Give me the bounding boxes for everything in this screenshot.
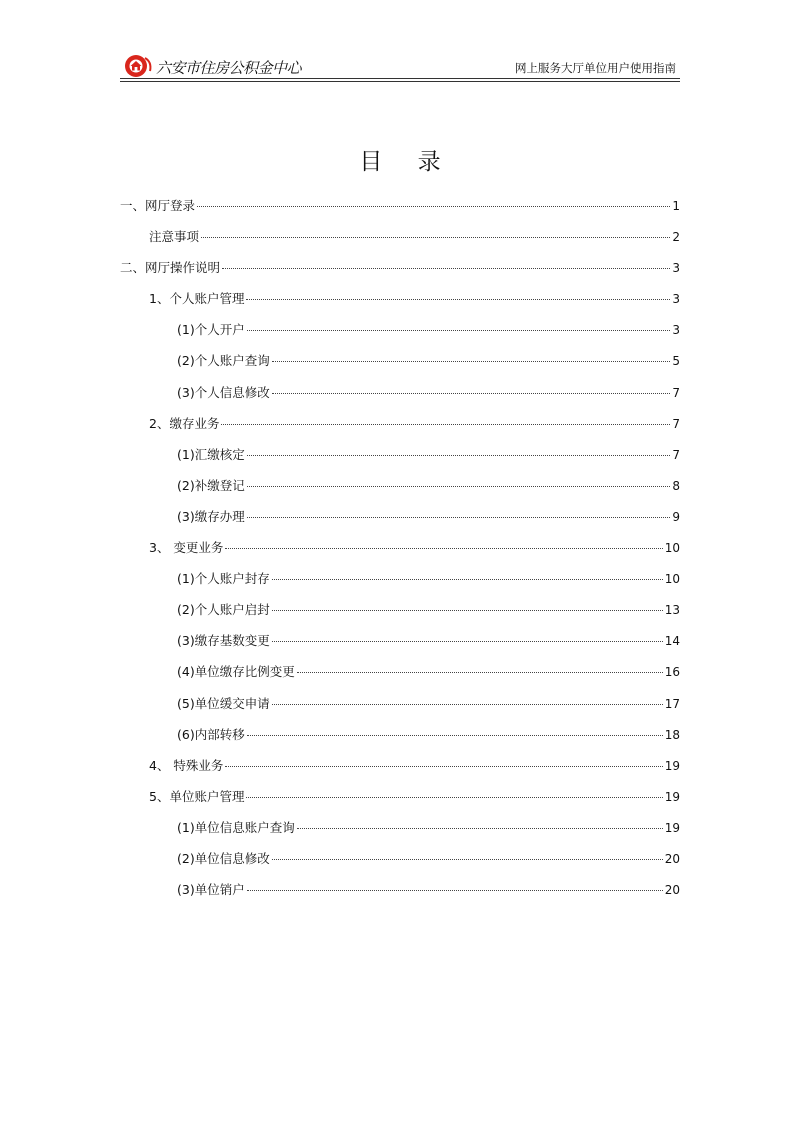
dot-leader [272, 610, 663, 611]
table-of-contents [120, 196, 680, 911]
toc-entry-page: 10 [664, 541, 680, 556]
toc-entry-page: 13 [664, 603, 680, 618]
dot-leader [272, 704, 663, 705]
header-rule-top [120, 78, 680, 79]
toc-entry-page: 3 [672, 292, 680, 307]
toc-entry[interactable] [120, 725, 680, 756]
dot-leader [272, 579, 663, 580]
toc-entry-page: 9 [672, 509, 680, 524]
dot-leader [272, 393, 671, 394]
toc-entry[interactable] [120, 569, 680, 600]
toc-entry[interactable] [120, 787, 680, 818]
toc-entry-label: (3)缴存办理 [177, 508, 245, 524]
toc-entry[interactable] [120, 662, 680, 693]
toc-entry-label: 2、缴存业务 [149, 415, 220, 431]
dot-leader [201, 237, 670, 238]
dot-leader [246, 797, 662, 798]
toc-entry-page: 3 [672, 261, 680, 276]
dot-leader [247, 455, 671, 456]
dot-leader [221, 424, 670, 425]
dot-leader [247, 517, 671, 518]
dot-leader [197, 206, 670, 207]
organization-name: 六安市住房公积金中心 [156, 59, 302, 77]
toc-entry-page: 10 [664, 572, 680, 587]
toc-title: 目 录 [359, 149, 455, 175]
dot-leader [297, 828, 663, 829]
toc-entry-label: 4、 特殊业务 [149, 757, 224, 773]
document-title: 网上服务大厅单位用户使用指南 [515, 61, 676, 75]
dot-leader [247, 890, 663, 891]
toc-entry-page: 7 [672, 385, 680, 400]
toc-entry[interactable] [120, 631, 680, 662]
toc-entry-page: 1 [672, 199, 680, 213]
toc-entry-page: 19 [664, 758, 680, 773]
toc-entry-page: 8 [672, 478, 680, 493]
toc-entry[interactable] [120, 476, 680, 507]
toc-entry-label: 1、个人账户管理 [149, 291, 245, 307]
dot-leader [225, 548, 662, 549]
toc-entry[interactable] [120, 600, 680, 631]
toc-entry[interactable] [120, 849, 680, 880]
toc-entry[interactable] [120, 351, 680, 382]
toc-entry-label: (1)个人账户封存 [177, 571, 270, 587]
toc-entry-page: 5 [672, 354, 680, 369]
toc-entry-page: 18 [664, 727, 680, 742]
dot-leader [247, 486, 671, 487]
toc-entry-label: (4)单位缴存比例变更 [177, 664, 295, 680]
header-rule-bottom [120, 81, 680, 82]
dot-leader [225, 766, 662, 767]
dot-leader [246, 299, 670, 300]
toc-entry-page: 14 [664, 634, 680, 649]
toc-entry[interactable] [120, 538, 680, 569]
toc-entry[interactable] [120, 289, 680, 320]
toc-entry-label: (3)个人信息修改 [177, 384, 270, 400]
toc-entry-page: 20 [664, 883, 680, 898]
dot-leader [272, 859, 663, 860]
toc-entry[interactable] [120, 880, 680, 911]
toc-entry-label: (3)缴存基数变更 [177, 633, 270, 649]
toc-entry-label: (5)单位缓交申请 [177, 695, 270, 711]
toc-entry-label: (1)汇缴核定 [177, 446, 245, 462]
toc-entry-label: (2)个人账户启封 [177, 602, 270, 618]
toc-entry-label: (2)补缴登记 [177, 477, 245, 493]
toc-entry-page: 3 [672, 323, 680, 338]
toc-entry-label: (2)个人账户查询 [177, 353, 270, 369]
dot-leader [297, 672, 663, 673]
toc-entry-label: (6)内部转移 [177, 726, 245, 742]
toc-entry[interactable] [120, 818, 680, 849]
toc-entry[interactable] [120, 414, 680, 445]
toc-entry-page: 17 [664, 696, 680, 711]
toc-entry-label: 注意事项 [149, 229, 200, 245]
housing-fund-logo-icon [122, 52, 154, 78]
toc-entry[interactable] [120, 383, 680, 414]
toc-entry-page: 2 [672, 230, 680, 245]
toc-entry-label: (3)单位销户 [177, 882, 245, 898]
dot-leader [272, 361, 671, 362]
toc-entry-label: (1)个人开户 [177, 322, 245, 338]
toc-entry-page: 20 [664, 851, 680, 866]
toc-entry-page: 19 [664, 820, 680, 835]
toc-entry-page: 19 [664, 789, 680, 804]
toc-entry-label: (1)单位信息账户查询 [177, 819, 295, 835]
toc-entry[interactable] [120, 320, 680, 351]
toc-entry-page: 16 [664, 665, 680, 680]
toc-entry-label: 3、 变更业务 [149, 540, 224, 556]
toc-entry[interactable] [120, 445, 680, 476]
dot-leader [272, 641, 663, 642]
page-header [120, 48, 680, 82]
toc-entry[interactable] [120, 507, 680, 538]
toc-entry-label: 一、网厅登录 [120, 198, 196, 213]
toc-entry[interactable] [120, 756, 680, 787]
dot-leader [247, 735, 663, 736]
toc-entry[interactable] [120, 227, 680, 258]
toc-entry[interactable] [120, 258, 680, 289]
toc-entry-label: 二、网厅操作说明 [120, 260, 221, 276]
toc-entry-label: (2)单位信息修改 [177, 850, 270, 866]
toc-entry[interactable] [120, 196, 680, 227]
toc-entry-page: 7 [672, 416, 680, 431]
toc-entry[interactable] [120, 694, 680, 725]
toc-entry-page: 7 [672, 447, 680, 462]
toc-entry-label: 5、单位账户管理 [149, 788, 245, 804]
dot-leader [247, 330, 671, 331]
dot-leader [222, 268, 670, 269]
